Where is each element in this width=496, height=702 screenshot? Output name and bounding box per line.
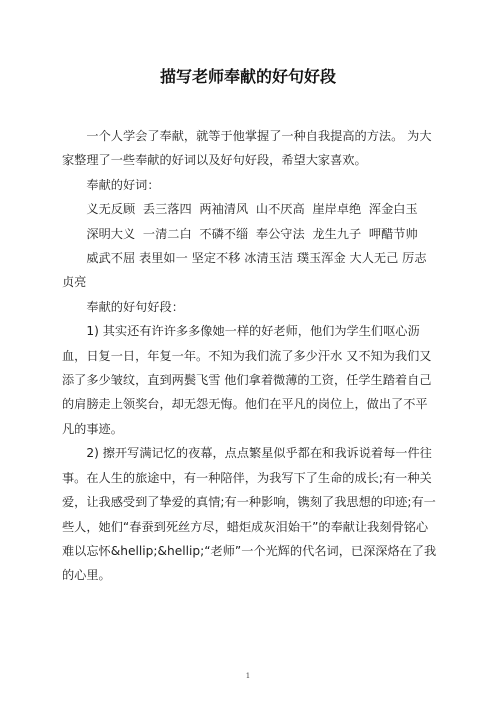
- page-number: 1: [245, 672, 251, 680]
- sentence-paragraph-1: 1) 其实还有许许多多像她一样的好老师，他们为学生们呕心沥血，日复一日，年复一年。不知为我们流了多少汗水 又不知为我们又添了多少皱纹，直到两鬓飞雪 他们拿着微薄的工资，任学生踏着自己的肩膀走上领奖台，却无怨无悔。他们在平凡的岗位上，做出了不平凡的事迹。: [62, 324, 432, 436]
- sentences-heading: 奉献的好句好段：: [86, 299, 184, 314]
- words-heading: 奉献的好词：: [86, 177, 160, 192]
- words-line-1: 义无反顾 丢三落四 两袖清风 山不厌高 崖岸卓绝 浑金白玉: [86, 202, 418, 217]
- intro-paragraph: 一个人学会了奉献，就等于他掌握了一种自我提高的方法。 为大家整理了一些奉献的好词以及好句好段，希望大家喜欢。: [62, 129, 432, 168]
- sentence-paragraph-2: 2) 擦开写满记忆的夜幕，点点繁星似乎都在和我诉说着每一件往事。在人生的旅途中，有一种陪伴，为我写下了生命的成长;有一种关爱，让我感受到了挚爱的真情;有一种影响，镌刻了我思想的印迹;有一些人，她们“春蚕到死丝方尽，蜡炬成灰泪始干”的奉献让我刻骨铭心难以忘怀&hellip;&hellip;“老师”一个光辉的代名词，已深深烙在了我的心里。: [62, 446, 437, 583]
- document-body: [62, 124, 438, 588]
- words-line-2: 深明大义 一清二白 不磷不缁 奉公守法 龙生九子 呷醋节帅: [86, 226, 418, 241]
- document-title: 描写老师奉献的好句好段: [159, 67, 336, 86]
- words-line-3: 威武不屈 表里如一 坚定不移 冰清玉洁 璞玉浑金 大人无己 厉志贞亮: [62, 251, 427, 290]
